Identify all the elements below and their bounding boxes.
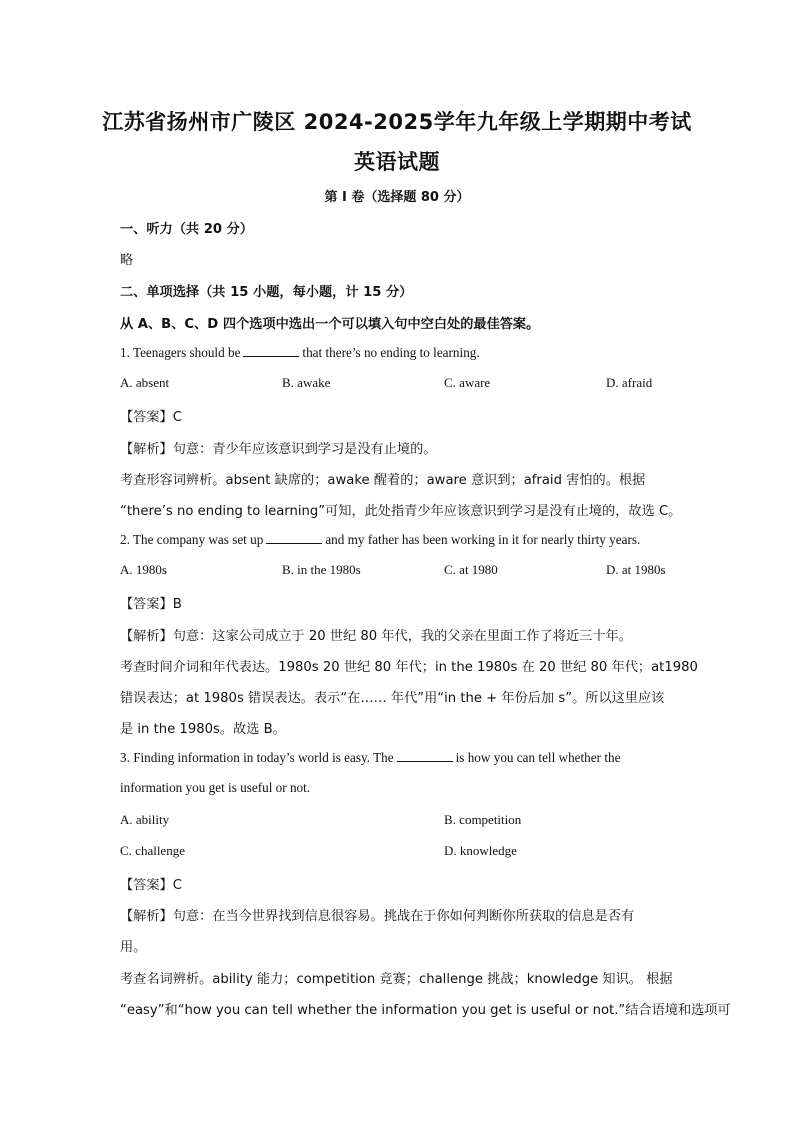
question-3-stem — [120, 749, 620, 766]
analysis-text: 句意：在当今世界找到信息很容易。挑战在于你如何判断你所获取的信息是否有 — [172, 909, 635, 924]
section-note: 略 — [120, 253, 134, 268]
analysis-line: 是 in the 1980s。故选 B。 — [120, 722, 286, 737]
answer-label: 【答案】C — [120, 410, 182, 425]
analysis-label: 【解析】 — [120, 442, 173, 457]
option-c: C. challenge — [120, 843, 185, 858]
section-heading-single-choice: 二、单项选择（共 15 小题，每小题，计 15 分） — [120, 285, 413, 300]
analysis-line: 考查形容词辨析。absent 缺席的；awake 醒着的；aware 意识到；afraid 害怕的。根据 — [120, 473, 646, 488]
analysis-line: 用。 — [120, 940, 147, 955]
section-heading-listening: 一、听力（共 20 分） — [120, 222, 254, 237]
option-c: C. at 1980 — [444, 562, 498, 577]
question-stem-text: 1. Teenagers should be — [120, 345, 241, 360]
analysis-line: “there’s no ending to learning”可知，此处指青少年应该意识到学习是没有止境的，故选 C。 — [120, 504, 682, 519]
question-stem-text: 3. Finding information in today’s world is easy. The — [120, 750, 394, 765]
analysis-line — [120, 438, 437, 457]
document-subject: 英语试题 — [354, 150, 440, 174]
analysis-line: 错误表达；at 1980s 错误表达。表示“在…… 年代”用“in the + 年份后加 s”。所以这里应该 — [120, 691, 665, 706]
answer-blank — [266, 531, 322, 544]
document-title: 江苏省扬州市广陵区 2024-2025学年九年级上学期期中考试 — [102, 110, 692, 134]
answer-blank — [397, 749, 453, 762]
question-stem-text: that there’s no ending to learning. — [302, 345, 480, 360]
option-b: B. competition — [444, 812, 522, 827]
answer-label: 【答案】C — [120, 878, 182, 893]
analysis-line — [120, 905, 634, 924]
option-a: A. ability — [120, 812, 170, 827]
option-a: A. 1980s — [120, 562, 167, 577]
option-a: A. absent — [120, 375, 170, 390]
question-2-stem — [120, 531, 640, 548]
option-c: C. aware — [444, 375, 491, 390]
question-stem-text: is how you can tell whether the — [455, 750, 621, 765]
paper-part-heading: 第 I 卷（选择题 80 分） — [324, 190, 470, 205]
option-b: B. in the 1980s — [282, 562, 361, 577]
answer-blank — [243, 344, 299, 357]
question-stem-text: and my father has been working in it for nearly thirty years. — [325, 532, 641, 547]
answer-label: 【答案】B — [120, 597, 182, 612]
analysis-line: 考查时间介词和年代表达。1980s 20 世纪 80 年代；in the 1980s 在 20 世纪 80 年代；at1980 — [120, 660, 698, 675]
question-3-stem-continued: information you get is useful or not. — [120, 780, 311, 795]
option-d: D. at 1980s — [606, 562, 666, 577]
analysis-label: 【解析】 — [120, 629, 173, 644]
analysis-text: 句意：这家公司成立于 20 世纪 80 年代，我的父亲在里面工作了将近三十年。 — [172, 629, 632, 644]
option-b: B. awake — [282, 375, 331, 390]
analysis-line: 考查名词辨析。ability 能力；competition 竞赛；challenge 挑战；knowledge 知识。 根据 — [120, 972, 673, 987]
question-1-stem — [120, 344, 480, 361]
analysis-line: “easy”和“how you can tell whether the information you get is useful or not.”结合语境和选项可 — [120, 1003, 731, 1018]
analysis-label: 【解析】 — [120, 909, 173, 924]
section-instruction: 从 A、B、C、D 四个选项中选出一个可以填入句中空白处的最佳答案。 — [120, 317, 540, 332]
analysis-text: 句意：青少年应该意识到学习是没有止境的。 — [172, 442, 437, 457]
analysis-line — [120, 625, 632, 644]
question-stem-text: 2. The company was set up — [120, 532, 264, 547]
option-d: D. knowledge — [444, 843, 517, 858]
option-d: D. afraid — [606, 375, 653, 390]
